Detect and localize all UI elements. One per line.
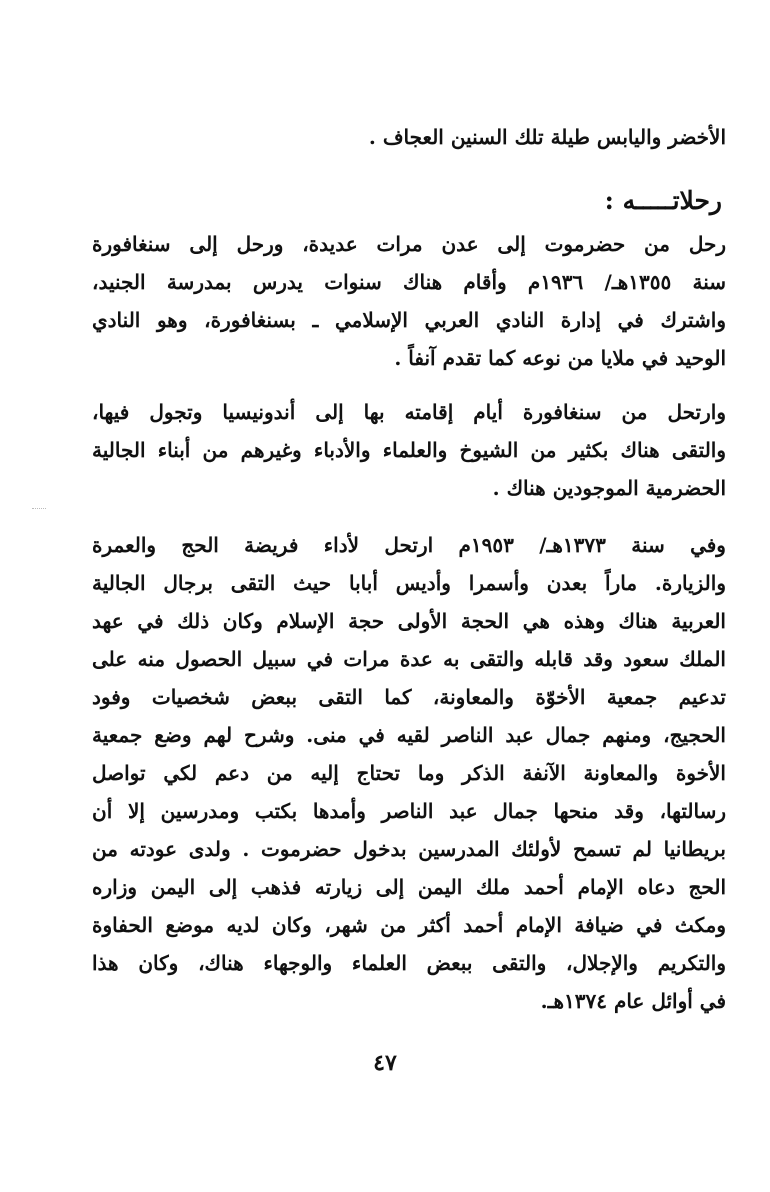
- text-line: والزيارة. ماراً بعدن وأسمرا وأديس أبابا حيث التقى برجال الجالية: [92, 571, 726, 595]
- text-line: والتكريم والإجلال، والتقى ببعض العلماء والوجهاء هناك، وكان هذا: [92, 951, 726, 975]
- text-line: الأخوة والمعاونة الآنفة الذكر وما تحتاج إليه من دعم لكي تواصل: [92, 761, 726, 785]
- text-line: الحج دعاه الإمام أحمد ملك اليمن إلى زيارته فذهب إلى اليمن وزاره: [92, 875, 726, 899]
- text-line: الحجيج، ومنهم جمال عبد الناصر لقيه في منى. وشرح لهم وضع جمعية: [92, 723, 726, 747]
- text-line: الملك سعود وقد قابله والتقى به عدة مرات في سبيل الحصول منه على: [92, 647, 726, 671]
- text-line: تدعيم جمعية الأخوّة والمعاونة، كما التقى ببعض شخصيات وفود: [92, 685, 726, 709]
- text-line: وارتحل من سنغافورة أيام إقامته بها إلى أندونيسيا وتجول فيها،: [92, 400, 726, 424]
- text-line: في أوائل عام ١٣٧٤هـ.: [540, 989, 726, 1013]
- paragraph-3: [92, 526, 726, 1020]
- text-line: الحضرمية الموجودين هناك .: [492, 476, 726, 500]
- text-line: وفي سنة ١٣٧٣هـ/ ١٩٥٣م ارتحل لأداء فريضة الحج والعمرة: [92, 533, 726, 557]
- text-line: العربية هناك وهذه هي الحجة الأولى حجة الإسلام وكان ذلك في عهد: [92, 609, 726, 633]
- text-line: رحل من حضرموت إلى عدن مرات عديدة، ورحل إلى سنغافورة: [92, 232, 726, 256]
- text-line: واشترك في إدارة النادي العربي الإسلامي ـ بسنغافورة، وهو النادي: [92, 308, 726, 332]
- paragraph-1: [92, 225, 726, 377]
- text-line: بريطانيا لم تسمح لأولئك المدرسين بدخول حضرموت . ولدى عودته من: [92, 837, 726, 861]
- text-line: ومكث في ضيافة الإمام أحمد أكثر من شهر، وكان لديه موضع الحفاوة: [92, 913, 726, 937]
- margin-dots: [32, 508, 46, 511]
- text-line: والتقى هناك بكثير من الشيوخ والعلماء والأدباء وغيرهم من أبناء الجالية: [92, 438, 726, 462]
- text-line: سنة ١٣٥٥هـ/ ١٩٣٦م وأقام هناك سنوات يدرس بمدرسة الجنيد،: [92, 270, 726, 294]
- text-line: الوحيد في ملايا من نوعه كما تقدم آنفاً .: [394, 346, 726, 370]
- continuation-text: [92, 118, 726, 156]
- paragraph-2: [92, 393, 726, 507]
- text-line: الأخضر واليابس طيلة تلك السنين العجاف .: [368, 125, 726, 149]
- text-line: رسالتها، وقد منحها جمال عبد الناصر وأمدها بكتب ومدرسين إلا أن: [92, 799, 726, 823]
- page-number: ٤٧: [373, 1050, 397, 1076]
- section-heading: رحلاتـــــه :: [604, 186, 722, 215]
